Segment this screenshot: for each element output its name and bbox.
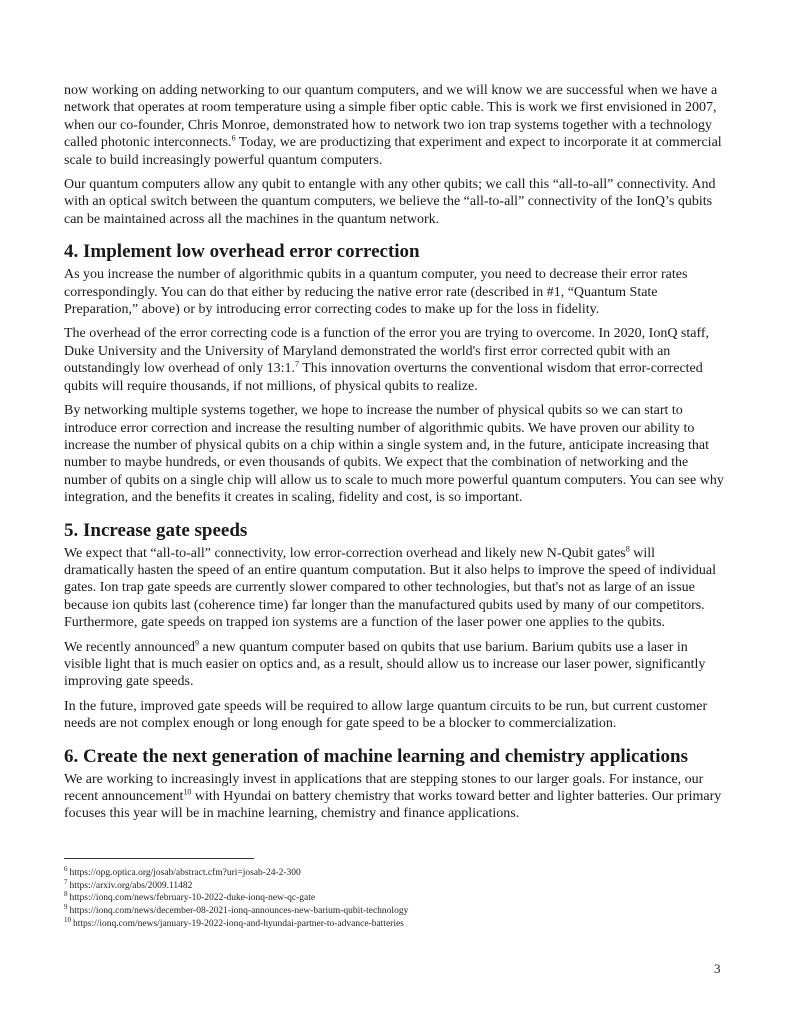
paragraph-overhead: The overhead of the error correcting code is a function of the error you are trying to overcome. In 2020, IonQ staff, Duke University and the University of Maryland demonstrated the world's first error corrected qubit with an outstandingly low overhead of only 13:1.$^7$ This innovation overturns the conventional wisdom that error-corrected qubits will require thousands, if not millions, of physical qubits to realize.	[64, 326, 710, 394]
footnote-item[interactable]: $^6$ https://opg.optica.org/josab/abstract.cfm?uri=josab-24-2-300	[64, 864, 301, 878]
page-number: 3	[714, 961, 721, 976]
paragraph-future-gates: In the future, improved gate speeds will be required to allow large quantum circuits to be run, but current customer needs are not complex enough or long enough for gate speed to be a blocker to commercialization.	[64, 698, 708, 732]
footnote-ref-9[interactable]: 9	[195, 637, 200, 647]
footnote-link[interactable]: https://arxiv.org/abs/2009.11482	[69, 880, 193, 891]
document-body	[64, 82, 724, 830]
paragraph-all-to-all: Our quantum computers allow any qubit to entangle with any other qubits; we call this “all-to-all” connectivity. And with an optical switch between the quantum computers, we believe the “all-to-all” connectivity of the IonQ’s qubits can be maintained across all the machines in the quantum network.	[64, 177, 716, 227]
footnote-item[interactable]: $^8$ https://ionq.com/news/february-10-2022-duke-ionq-new-qc-gate	[64, 890, 316, 904]
footnotes	[64, 864, 724, 931]
paragraph-error-rates: As you increase the number of algorithmic qubits in a quantum computer, you need to decrease their error rates correspondingly. You can do that either by reducing the native error rate (described in #1, “Quantum State Preparation,” above) or by introducing error correcting codes to make up for the loss in fidelity.	[64, 267, 688, 318]
footnote-item[interactable]: $^{10}$ https://ionq.com/news/january-19-2022-ionq-and-hyundai-partner-to-advance-batteries	[64, 915, 404, 929]
section-heading-error-correction: 4. Implement low overhead error correction	[64, 241, 420, 263]
footnote-item[interactable]: $^9$ https://ionq.com/news/december-08-2021-ionq-announces-new-barium-qubit-technology	[64, 902, 409, 917]
footnote-item[interactable]: $^7$ https://arxiv.org/abs/2009.11482	[64, 877, 193, 891]
footnote-ref-10[interactable]: 10	[183, 787, 192, 797]
footnote-link[interactable]: https://ionq.com/news/february-10-2022-duke-ionq-new-qc-gate	[69, 893, 316, 904]
paragraph-applications: We are working to increasingly invest in applications that are stepping stones to our larger goals. For instance, our recent announcement$^{10}$ with Hyundai on battery chemistry that works toward better and lighter batteries. Our primary focuses this year will be in machine learning, chemistry and finance applications.	[64, 771, 722, 822]
paragraph-barium: We recently announced$^9$ a new quantum computer based on qubits that use barium. Barium qubits use a laser in visible light that is much easier on optics and, as a result, should allow us to increase our laser power, significantly improving gate speeds.	[64, 637, 706, 690]
footnote-link[interactable]: https://ionq.com/news/january-19-2022-ionq-and-hyundai-partner-to-advance-batteries	[73, 918, 404, 929]
section-heading-gate-speeds: 5. Increase gate speeds	[64, 519, 248, 541]
footnote-ref-6[interactable]: 6	[231, 133, 236, 143]
footnote-ref-8[interactable]: 8	[625, 543, 630, 553]
footnote-link[interactable]: https://ionq.com/news/december-08-2021-ionq-announces-new-barium-qubit-technology	[69, 906, 409, 917]
paragraph-networking-systems: By networking multiple systems together, we hope to increase the number of physical qubits so we can start to introduce error correction and increase the resulting number of algorithmic qubits. We have proven our ability to increase the number of physical qubits on a chip within a single system and, in the future, anticipate increasing that number to maybe hundreds, or even thousands of qubits. We expect that the combination of networking and the number of qubits on a single chip will allow us to scale to much more powerful quantum computers. You can see why integration, and the benefits it creates in scaling, fidelity and cost, is so important.	[64, 403, 724, 506]
paragraph-gate-speeds: We expect that “all-to-all” connectivity, low error-correction overhead and likely new N-Qubit gates$^8$ will dramatically hasten the speed of an entire quantum computation. But it also helps to improve the speed of individual gates. Ion trap gate speeds are currently slower compared to other technologies, but that's not as large of an issue because ion qubits last (coherence time) far longer than the manufactured qubits used by many of our competitors. Furthermore, gate speeds on trapped ion systems are a function of the laser power one applies to the qubits.	[64, 543, 717, 631]
paragraph-networking: now working on adding networking to our quantum computers, and we will know we are successful when we have a network that operates at room temperature using a simple fiber optic cable. This is work we first envisioned in 2007, when our co-founder, Chris Monroe, demonstrated how to network two ion trap systems together with a technology called photonic interconnects.$^6$ Today, we are productizing that experiment and expect to incorporate it at commercial scale to build increasingly powerful quantum computers.	[64, 83, 722, 168]
footnote-divider	[64, 858, 254, 859]
footnote-ref-7[interactable]: 7	[294, 359, 299, 369]
section-heading-applications: 6. Create the next generation of machine learning and chemistry applications	[64, 745, 688, 767]
footnote-link[interactable]: https://opg.optica.org/josab/abstract.cfm?uri=josab-24-2-300	[69, 868, 301, 878]
